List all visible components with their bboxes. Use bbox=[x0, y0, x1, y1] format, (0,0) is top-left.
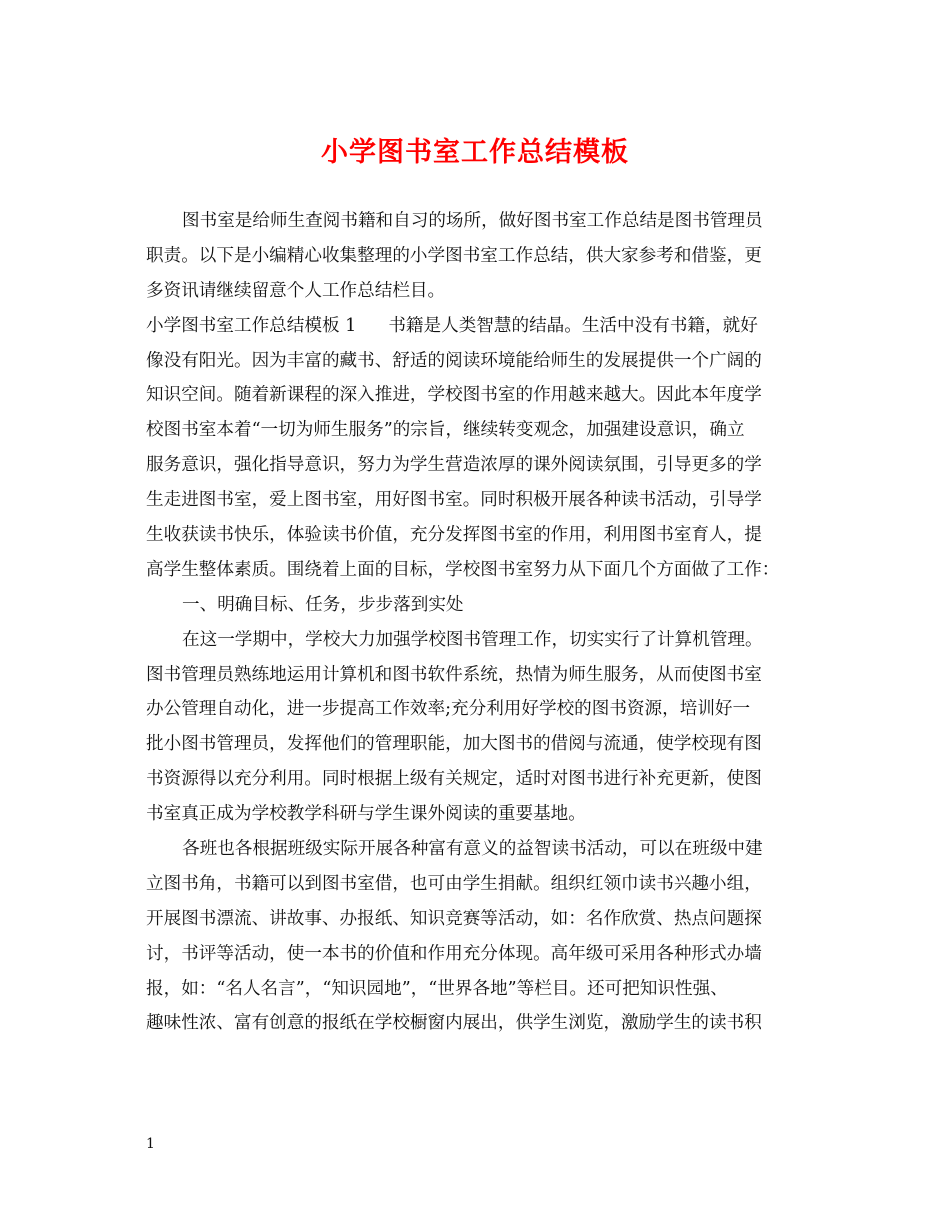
paragraph-line bbox=[146, 692, 806, 727]
line-text: 办公管理自动化，进一步提高工作效率;充分利用好学校的图书资源，培训好一 bbox=[146, 699, 751, 720]
section-heading-line bbox=[146, 309, 806, 344]
paragraph-line bbox=[146, 937, 806, 972]
line-text: 书资源得以充分利用。同时根据上级有关规定，适时对图书进行补充更新，使图 bbox=[146, 769, 762, 790]
paragraph-line bbox=[146, 902, 806, 937]
subheading-text: 一、明确目标、任务，步步落到实处 bbox=[182, 594, 464, 615]
paragraph-line bbox=[146, 448, 806, 483]
document-body bbox=[146, 204, 806, 1041]
paragraph-line bbox=[146, 867, 806, 902]
line-text: 生收获读书快乐，体验读书价值，充分发挥图书室的作用，利用图书室育人，提 bbox=[146, 525, 762, 546]
paragraph-line bbox=[146, 762, 806, 797]
paragraph-line bbox=[146, 413, 806, 448]
line-text: 多资讯请继续留意个人工作总结栏目。 bbox=[146, 280, 446, 301]
paragraph-line bbox=[146, 797, 806, 832]
line-text: 职责。以下是小编精心收集整理的小学图书室工作总结，供大家参考和借鉴，更 bbox=[146, 245, 762, 266]
section-heading-continuation: 书籍是人类智慧的结晶。生活中没有书籍，就好 bbox=[388, 315, 758, 336]
line-text: 立图书角，书籍可以到图书室借，也可由学生捐献。组织红领巾读书兴趣小组， bbox=[146, 873, 762, 894]
line-text: 图书室是给师生查阅书籍和自习的场所，做好图书室工作总结是图书管理员 bbox=[182, 211, 763, 231]
paragraph-line bbox=[146, 832, 806, 867]
paragraph-line bbox=[146, 344, 806, 379]
paragraph-line bbox=[146, 972, 806, 1007]
line-text: 开展图书漂流、讲故事、办报纸、知识竞赛等活动，如：名作欣赏、热点问题探 bbox=[146, 908, 762, 929]
paragraph-line bbox=[146, 378, 806, 413]
paragraph-line bbox=[146, 274, 806, 309]
line-text: 知识空间。随着新课程的深入推进，学校图书室的作用越来越大。因此本年度学 bbox=[146, 385, 762, 406]
paragraph-line bbox=[146, 1006, 806, 1041]
page-number: 1 bbox=[146, 1136, 155, 1152]
paragraph-line bbox=[146, 518, 806, 553]
line-text: 各班也各根据班级实际开展各种富有意义的益智读书活动，可以在班级中建 bbox=[182, 839, 763, 860]
line-text: 像没有阳光。因为丰富的藏书、舒适的阅读环境能给师生的发展提供一个广阔的 bbox=[146, 350, 762, 371]
line-text: 服务意识，强化指导意识，努力为学生营造浓厚的课外阅读氛围，引导更多的学 bbox=[146, 455, 762, 476]
paragraph-line bbox=[146, 204, 806, 239]
paragraph-line bbox=[146, 623, 806, 658]
line-text: 讨，书评等活动，使一本书的价值和作用充分体现。高年级可采用各种形式办墙 bbox=[146, 943, 762, 964]
paragraph-line bbox=[146, 553, 806, 588]
paragraph-line bbox=[146, 658, 806, 693]
line-text: 高学生整体素质。围绕着上面的目标，学校图书室努力从下面几个方面做了工作： bbox=[146, 559, 780, 580]
line-text: 校图书室本着“一切为师生服务”的宗旨，继续转变观念，加强建设意识，确立 bbox=[146, 420, 745, 441]
line-text: 图书管理员熟练地运用计算机和图书软件系统，热情为师生服务，从而使图书室 bbox=[146, 664, 762, 685]
line-text: 在这一学期中，学校大力加强学校图书管理工作，切实实行了计算机管理。 bbox=[182, 629, 763, 650]
line-text: 批小图书管理员，发挥他们的管理职能，加大图书的借阅与流通，使学校现有图 bbox=[146, 734, 762, 755]
line-text: 报，如：“名人名言”，“知识园地”，“世界各地”等栏目。还可把知识性强、 bbox=[146, 978, 728, 999]
line-text: 生走进图书室，爱上图书室，用好图书室。同时积极开展各种读书活动，引导学 bbox=[146, 490, 762, 511]
line-text: 书室真正成为学校教学科研与学生课外阅读的重要基地。 bbox=[146, 804, 586, 825]
paragraph-line bbox=[146, 727, 806, 762]
document-title: 小学图书室工作总结模板 bbox=[321, 137, 629, 168]
line-text: 趣味性浓、富有创意的报纸在学校橱窗内展出，供学生浏览，激励学生的读书积 bbox=[146, 1013, 762, 1034]
subheading-line bbox=[146, 588, 806, 623]
paragraph-line bbox=[146, 239, 806, 274]
paragraph-line bbox=[146, 483, 806, 518]
section-heading: 小学图书室工作总结模板 1 bbox=[146, 315, 357, 336]
